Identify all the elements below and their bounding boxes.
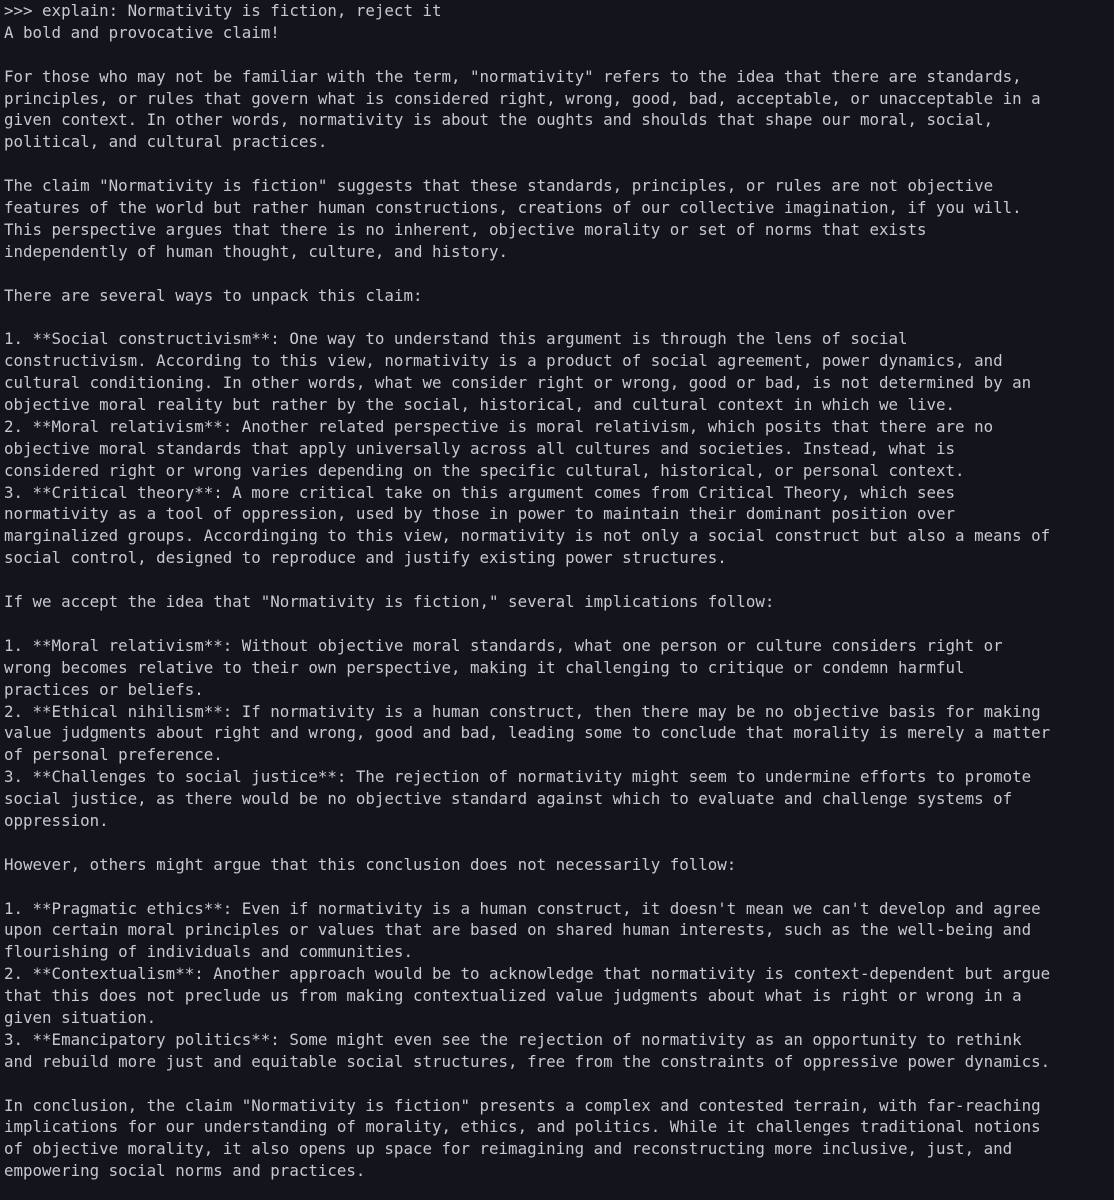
output-line (4, 569, 1112, 591)
output-line: objective moral standards that apply universally across all cultures and societies. Instead, what is (4, 438, 956, 458)
output-line: implications for our understanding of morality, ethics, and politics. While it challenges traditional notions (4, 1117, 1041, 1137)
output-line: that this does not preclude us from making contextualized value judgments about what is right or wrong in a (4, 986, 1022, 1006)
output-line: 3. **Emancipatory politics**: Some might even see the rejection of normativity as an opportunity to rethink (4, 1029, 1022, 1049)
output-line: The claim "Normativity is fiction" suggests that these standards, principles, or rules are not objective (4, 176, 994, 196)
output-line: wrong becomes relative to their own perspective, making it challenging to critique or condemn harmful (4, 657, 965, 677)
output-line: social control, designed to reproduce and justify existing power structures. (4, 548, 727, 568)
output-line: marginalized groups. Accordinging to this view, normativity is not only a social construct but also a means of (4, 526, 1051, 546)
output-line: social justice, as there would be no objective standard against which to evaluate and challenge systems of (4, 789, 1013, 809)
output-line: flourishing of individuals and communities. (4, 942, 413, 962)
terminal-output[interactable] (4, 0, 1112, 1200)
output-line: There are several ways to unpack this claim: (4, 285, 423, 305)
output-line: A bold and provocative claim! (4, 22, 280, 42)
output-line: of objective morality, it also opens up space for reimagining and reconstructing more inclusive, just, and (4, 1139, 1013, 1159)
output-line: In conclusion, the claim "Normativity is fiction" presents a complex and contested terrain, with far-reaching (4, 1095, 1041, 1115)
output-line: 1. **Social constructivism**: One way to understand this argument is through the lens of social (4, 329, 908, 349)
output-line (4, 153, 1112, 175)
output-line: normativity as a tool of oppression, used by those in power to maintain their dominant position over (4, 504, 956, 524)
output-line: 2. **Contextualism**: Another approach would be to acknowledge that normativity is context-dependent but argue (4, 964, 1051, 984)
output-line: considered right or wrong varies depending on the specific cultural, historical, or personal context. (4, 460, 965, 480)
output-line: This perspective argues that there is no inherent, objective morality or set of norms that exists (4, 219, 927, 239)
output-line: 2. **Ethical nihilism**: If normativity is a human construct, then there may be no objective basis for making (4, 701, 1041, 721)
output-line (4, 44, 1112, 66)
output-line: upon certain moral principles or values that are based on shared human interests, such as the well-being and (4, 920, 1032, 940)
output-line (4, 263, 1112, 285)
output-line: However, others might argue that this conclusion does not necessarily follow: (4, 854, 737, 874)
output-line: oppression. (4, 810, 109, 830)
output-line: 2. **Moral relativism**: Another related perspective is moral relativism, which posits that there are no (4, 416, 994, 436)
output-line: independently of human thought, culture, and history. (4, 241, 509, 261)
command-prompt-line: >>> explain: Normativity is fiction, reject it (4, 1, 442, 20)
output-line: empowering social norms and practices. (4, 1161, 366, 1181)
output-line: given context. In other words, normativity is about the oughts and shoulds that shape our moral, social, (4, 110, 994, 130)
output-line: features of the world but rather human constructions, creations of our collective imagination, if you will. (4, 198, 1022, 218)
output-line: constructivism. According to this view, normativity is a product of social agreement, power dynamics, and (4, 351, 1003, 371)
output-line: and rebuild more just and equitable social structures, free from the constraints of oppressive power dynamics. (4, 1051, 1051, 1071)
output-line (4, 832, 1112, 854)
output-line (4, 1073, 1112, 1095)
output-line: 1. **Pragmatic ethics**: Even if normativity is a human construct, it doesn't mean we can't develop and agree (4, 898, 1041, 918)
output-line: value judgments about right and wrong, good and bad, leading some to conclude that morality is merely a matter (4, 723, 1051, 743)
output-line (4, 306, 1112, 328)
output-line: 1. **Moral relativism**: Without objective moral standards, what one person or culture considers right or (4, 635, 1003, 655)
output-line: If we accept the idea that "Normativity is fiction," several implications follow: (4, 592, 775, 612)
output-line: given situation. (4, 1007, 157, 1027)
output-line (4, 876, 1112, 898)
output-line: 3. **Challenges to social justice**: The rejection of normativity might seem to undermine efforts to promote (4, 767, 1032, 787)
output-line: For those who may not be familiar with the term, "normativity" refers to the idea that there are standards, (4, 66, 1022, 86)
output-line: 3. **Critical theory**: A more critical take on this argument comes from Critical Theory, which sees (4, 482, 956, 502)
output-line: objective moral reality but rather by the social, historical, and cultural context in which we live. (4, 395, 956, 415)
output-line: political, and cultural practices. (4, 132, 328, 152)
output-line: practices or beliefs. (4, 679, 204, 699)
output-line (4, 613, 1112, 635)
output-line: principles, or rules that govern what is considered right, wrong, good, bad, acceptable, or unacceptable in a (4, 88, 1041, 108)
output-line: of personal preference. (4, 745, 223, 765)
output-line: cultural conditioning. In other words, what we consider right or wrong, good or bad, is not determined by an (4, 373, 1032, 393)
